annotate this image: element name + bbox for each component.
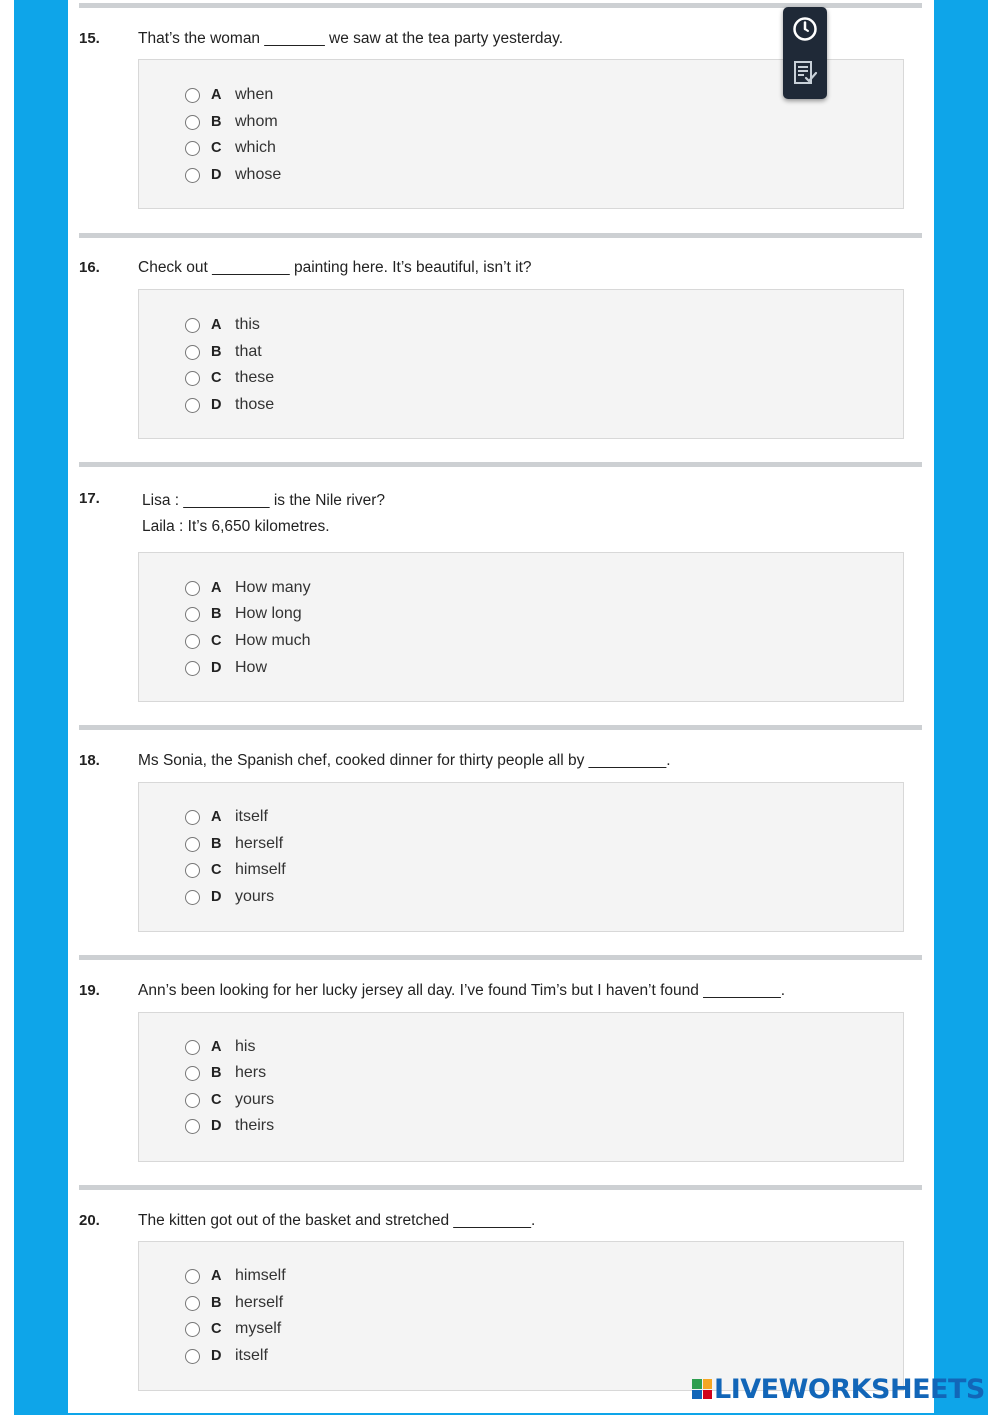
option-text: whom (235, 113, 278, 130)
option-letter: D (211, 167, 222, 183)
option-b[interactable] (185, 604, 302, 624)
option-letter: B (211, 344, 222, 360)
option-letter: C (211, 1092, 222, 1108)
option-letter: C (211, 633, 222, 649)
option-letter: A (211, 809, 222, 825)
option-letter: D (211, 397, 222, 413)
check-answers-button[interactable] (789, 57, 821, 89)
question-text: The kitten got out of the basket and stretched _________. (138, 1212, 536, 1229)
option-d[interactable] (185, 1116, 274, 1136)
radio-button[interactable] (185, 1093, 200, 1108)
option-a[interactable] (185, 85, 273, 105)
radio-button[interactable] (185, 581, 200, 596)
question-divider (79, 462, 922, 467)
question-text: That’s the woman _______ we saw at the tea party yesterday. (138, 30, 564, 47)
option-c[interactable] (185, 860, 286, 880)
option-letter: B (211, 606, 222, 622)
option-b[interactable] (185, 112, 278, 132)
option-c[interactable] (185, 1319, 281, 1339)
option-text: his (235, 1038, 256, 1055)
option-letter: D (211, 1118, 222, 1134)
option-letter: C (211, 1321, 222, 1337)
option-d[interactable] (185, 395, 274, 415)
question-divider (79, 725, 922, 730)
left-margin (0, 0, 14, 1415)
options-box (138, 1241, 904, 1391)
option-letter: B (211, 1065, 222, 1081)
option-d[interactable] (185, 658, 267, 678)
option-letter: B (211, 114, 222, 130)
option-letter: A (211, 1039, 222, 1055)
radio-button[interactable] (185, 1322, 200, 1337)
radio-button[interactable] (185, 661, 200, 676)
radio-button[interactable] (185, 398, 200, 413)
option-letter: A (211, 317, 222, 333)
option-text: yours (235, 888, 275, 905)
options-box (138, 289, 904, 439)
radio-button[interactable] (185, 837, 200, 852)
option-text: these (235, 369, 275, 386)
options-box (138, 1012, 904, 1162)
option-text: that (235, 343, 262, 360)
option-text: when (235, 86, 274, 103)
liveworksheets-logo-icon (692, 1379, 712, 1399)
option-letter: A (211, 87, 222, 103)
radio-button[interactable] (185, 1269, 200, 1284)
option-d[interactable] (185, 165, 281, 185)
liveworksheets-branding (692, 1372, 988, 1406)
radio-button[interactable] (185, 115, 200, 130)
option-text: himself (235, 1267, 286, 1284)
radio-button[interactable] (185, 1066, 200, 1081)
option-letter: B (211, 836, 222, 852)
radio-button[interactable] (185, 863, 200, 878)
option-c[interactable] (185, 1090, 274, 1110)
timer-icon (791, 15, 819, 43)
question-text: Lisa : __________ is the Nile river? (142, 492, 385, 509)
option-b[interactable] (185, 834, 283, 854)
question-number: 19. (79, 982, 100, 999)
option-letter: A (211, 1268, 222, 1284)
option-a[interactable] (185, 1037, 255, 1057)
option-letter: C (211, 140, 222, 156)
radio-button[interactable] (185, 88, 200, 103)
option-text: those (235, 396, 275, 413)
options-box (138, 552, 904, 702)
option-c[interactable] (185, 631, 311, 651)
radio-button[interactable] (185, 607, 200, 622)
option-text: myself (235, 1320, 282, 1337)
radio-button[interactable] (185, 1119, 200, 1134)
radio-button[interactable] (185, 141, 200, 156)
option-a[interactable] (185, 1266, 286, 1286)
radio-button[interactable] (185, 345, 200, 360)
option-text: herself (235, 1294, 284, 1311)
option-letter: C (211, 370, 222, 386)
right-margin (988, 0, 1000, 1415)
option-text: himself (235, 861, 286, 878)
option-text: whose (235, 166, 282, 183)
option-d[interactable] (185, 887, 274, 907)
options-box (138, 782, 904, 932)
question-divider (79, 233, 922, 238)
question-number: 15. (79, 30, 100, 47)
radio-button[interactable] (185, 1349, 200, 1364)
option-letter: D (211, 889, 222, 905)
option-text: itself (235, 808, 268, 825)
worksheet-page (68, 0, 934, 1413)
option-text: this (235, 316, 260, 333)
question-number: 20. (79, 1212, 100, 1229)
option-letter: D (211, 1348, 222, 1364)
option-letter: D (211, 660, 222, 676)
radio-button[interactable] (185, 1040, 200, 1055)
question-number: 18. (79, 752, 100, 769)
question-text: Check out _________ painting here. It’s beautiful, isn’t it? (138, 259, 532, 276)
question-text: Ms Sonia, the Spanish chef, cooked dinner for thirty people all by _________. (138, 752, 671, 769)
option-b[interactable] (185, 342, 262, 362)
radio-button[interactable] (185, 810, 200, 825)
option-a[interactable] (185, 578, 311, 598)
option-text: yours (235, 1091, 275, 1108)
option-c[interactable] (185, 368, 274, 388)
floating-toolbar (783, 7, 827, 99)
option-text: theirs (235, 1117, 275, 1134)
question-number: 16. (79, 259, 100, 276)
option-text: How (235, 659, 268, 676)
option-text: How long (235, 605, 302, 622)
option-d[interactable] (185, 1346, 268, 1366)
radio-button[interactable] (185, 168, 200, 183)
question-divider (79, 955, 922, 960)
question-text: Ann’s been looking for her lucky jersey all day. I’ve found Tim’s but I haven’t found _________. (138, 982, 786, 999)
radio-button[interactable] (185, 318, 200, 333)
brand-name: LIVEWORKSHEETS (714, 1373, 985, 1405)
option-text: hers (235, 1064, 267, 1081)
question-subtext: Laila : It’s 6,650 kilometres. (142, 518, 330, 535)
radio-button[interactable] (185, 371, 200, 386)
timer-button[interactable] (789, 13, 821, 45)
option-text: itself (235, 1347, 268, 1364)
option-text: which (235, 139, 276, 156)
checklist-icon (791, 59, 819, 87)
option-letter: A (211, 580, 222, 596)
option-text: How much (235, 632, 311, 649)
option-a[interactable] (185, 807, 268, 827)
option-text: herself (235, 835, 284, 852)
radio-button[interactable] (185, 634, 200, 649)
question-number: 17. (79, 490, 100, 507)
question-divider (79, 1185, 922, 1190)
option-a[interactable] (185, 315, 260, 335)
option-c[interactable] (185, 138, 276, 158)
radio-button[interactable] (185, 890, 200, 905)
option-letter: C (211, 862, 222, 878)
option-b[interactable] (185, 1063, 266, 1083)
option-letter: B (211, 1295, 222, 1311)
radio-button[interactable] (185, 1296, 200, 1311)
option-b[interactable] (185, 1293, 283, 1313)
option-text: How many (235, 579, 311, 596)
